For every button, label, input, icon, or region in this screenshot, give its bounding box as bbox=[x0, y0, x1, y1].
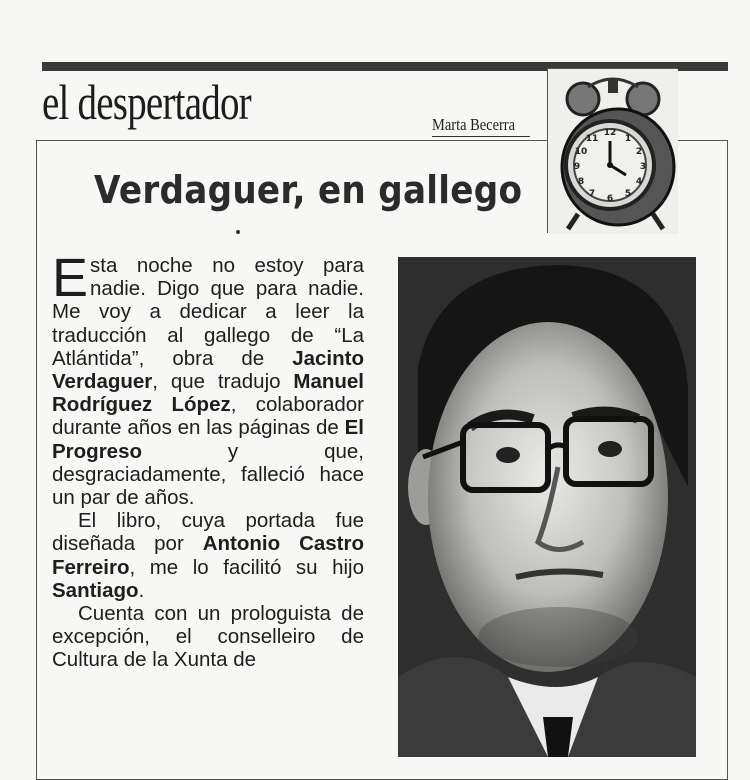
svg-text:9: 9 bbox=[573, 162, 581, 172]
svg-text:5: 5 bbox=[624, 189, 632, 199]
bold-name: Antonio Castro Ferreiro bbox=[52, 532, 365, 579]
paragraph-1 bbox=[52, 248, 364, 510]
svg-text:2: 2 bbox=[635, 147, 643, 157]
svg-text:3: 3 bbox=[639, 162, 647, 172]
headline-dot bbox=[236, 230, 240, 234]
article-headline: Verdaguer, en gallego bbox=[94, 168, 523, 212]
article-body bbox=[52, 248, 365, 672]
svg-text:4: 4 bbox=[635, 177, 643, 187]
portrait-photo bbox=[398, 257, 696, 757]
bold-name: Jacinto Verdaguer bbox=[52, 346, 364, 394]
text-run: , que tradujo bbox=[152, 370, 294, 394]
alarm-clock-icon bbox=[548, 69, 678, 234]
text-run: y que, desgraciadamente, falleció hace un par de años. bbox=[52, 439, 364, 510]
paragraph-3 bbox=[52, 602, 364, 672]
text-run: , me lo facilitó su hijo bbox=[129, 555, 364, 579]
bold-name: Manuel Rodríguez López bbox=[52, 370, 364, 417]
svg-text:7: 7 bbox=[588, 189, 596, 199]
text-run: sta noche no estoy para nadie. Digo que para nadie. Me voy a dedicar a leer la traducción al gallego de “La Atlántida”, obra de bbox=[52, 254, 364, 370]
text-run: , colaborador durante años en las páginas de bbox=[52, 393, 364, 440]
drop-cap: E bbox=[52, 248, 89, 308]
clock-illustration bbox=[547, 68, 677, 233]
text-run: . bbox=[138, 578, 145, 602]
svg-text:12: 12 bbox=[603, 128, 617, 138]
svg-text:8: 8 bbox=[577, 177, 585, 187]
svg-text:1: 1 bbox=[624, 134, 632, 144]
text-run: Cuenta con un prologuista de excepción, el conselleiro de Cultura de la Xunta de bbox=[52, 602, 364, 672]
bold-name: El Progreso bbox=[52, 416, 364, 463]
text-run: El libro, cuya portada fue diseñada por bbox=[52, 509, 364, 556]
author-byline: Marta Becerra bbox=[432, 115, 516, 134]
svg-text:6: 6 bbox=[606, 194, 614, 204]
section-title: el despertador bbox=[42, 74, 251, 130]
bold-name: Santiago bbox=[52, 578, 139, 602]
svg-text:10: 10 bbox=[574, 147, 588, 157]
svg-text:11: 11 bbox=[585, 134, 599, 144]
byline-underline bbox=[432, 136, 530, 137]
portrait-photo-icon bbox=[398, 257, 696, 757]
paragraph-2 bbox=[52, 509, 364, 602]
